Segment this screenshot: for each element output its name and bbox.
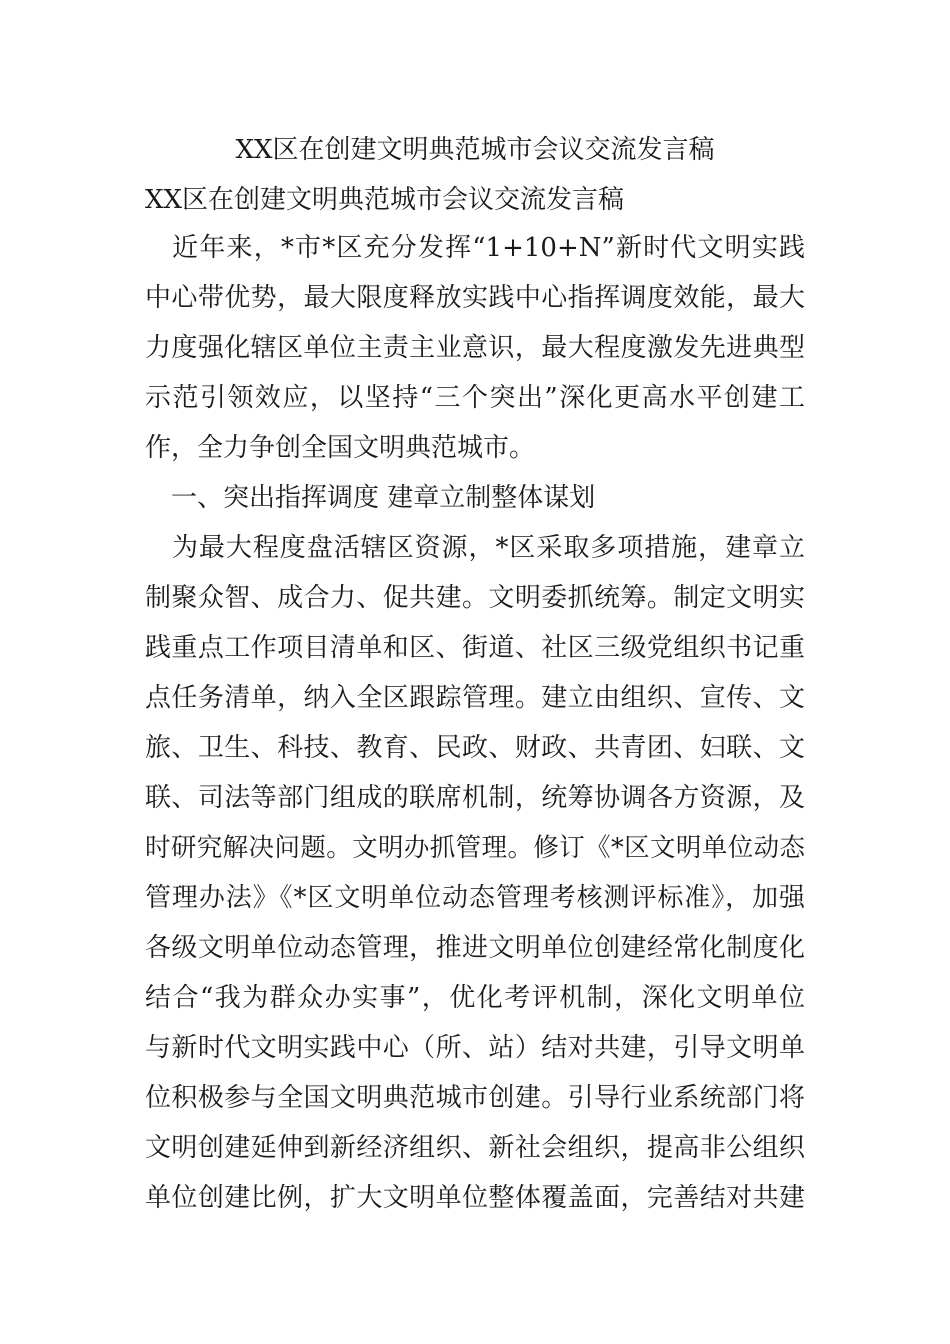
section-heading: 一、突出指挥调度 建章立制整体谋划 [145, 483, 596, 513]
document-subtitle: XX区在创建文明典范城市会议交流发言稿 [145, 185, 625, 215]
text-line: 点任务清单，纳入全区跟踪管理。建立由组织、宣传、文 [145, 683, 805, 713]
text-line: 力度强化辖区单位主责主业意识，最大程度激发先进典型 [145, 333, 805, 363]
text-line: 各级文明单位动态管理，推进文明单位创建经常化制度化 [145, 933, 805, 963]
text-line: 结合“我为群众办实事”，优化考评机制，深化文明单位 [145, 983, 805, 1013]
text-line: 联、司法等部门组成的联席机制，统筹协调各方资源，及 [145, 783, 805, 813]
text-line: 为最大程度盘活辖区资源，*区采取多项措施，建章立 [145, 533, 805, 563]
text-line: 位积极参与全国文明典范城市创建。引导行业系统部门将 [145, 1083, 805, 1113]
text-line: 践重点工作项目清单和区、街道、社区三级党组织书记重 [145, 633, 805, 663]
text-line: 示范引领效应，以坚持“三个突出”深化更高水平创建工 [145, 383, 805, 413]
text-line: 中心带优势，最大限度释放实践中心指挥调度效能，最大 [145, 283, 805, 313]
text-line: 与新时代文明实践中心（所、站）结对共建，引导文明单 [145, 1033, 805, 1063]
text-line: 文明创建延伸到新经济组织、新社会组织，提高非公组织 [145, 1133, 805, 1163]
text-line: 时研究解决问题。文明办抓管理。修订《*区文明单位动态 [145, 833, 805, 863]
document-title: XX区在创建文明典范城市会议交流发言稿 [235, 135, 715, 165]
text-line: 制聚众智、成合力、促共建。文明委抓统筹。制定文明实 [145, 583, 805, 613]
text-line: 近年来，*市*区充分发挥“1+10+N”新时代文明实践 [145, 233, 805, 263]
text-line: 旅、卫生、科技、教育、民政、财政、共青团、妇联、文 [145, 733, 805, 763]
text-line: 管理办法》《*区文明单位动态管理考核测评标准》，加强 [145, 883, 805, 913]
text-line: 作，全力争创全国文明典范城市。 [145, 433, 536, 463]
text-line: 单位创建比例，扩大文明单位整体覆盖面，完善结对共建 [145, 1183, 805, 1213]
